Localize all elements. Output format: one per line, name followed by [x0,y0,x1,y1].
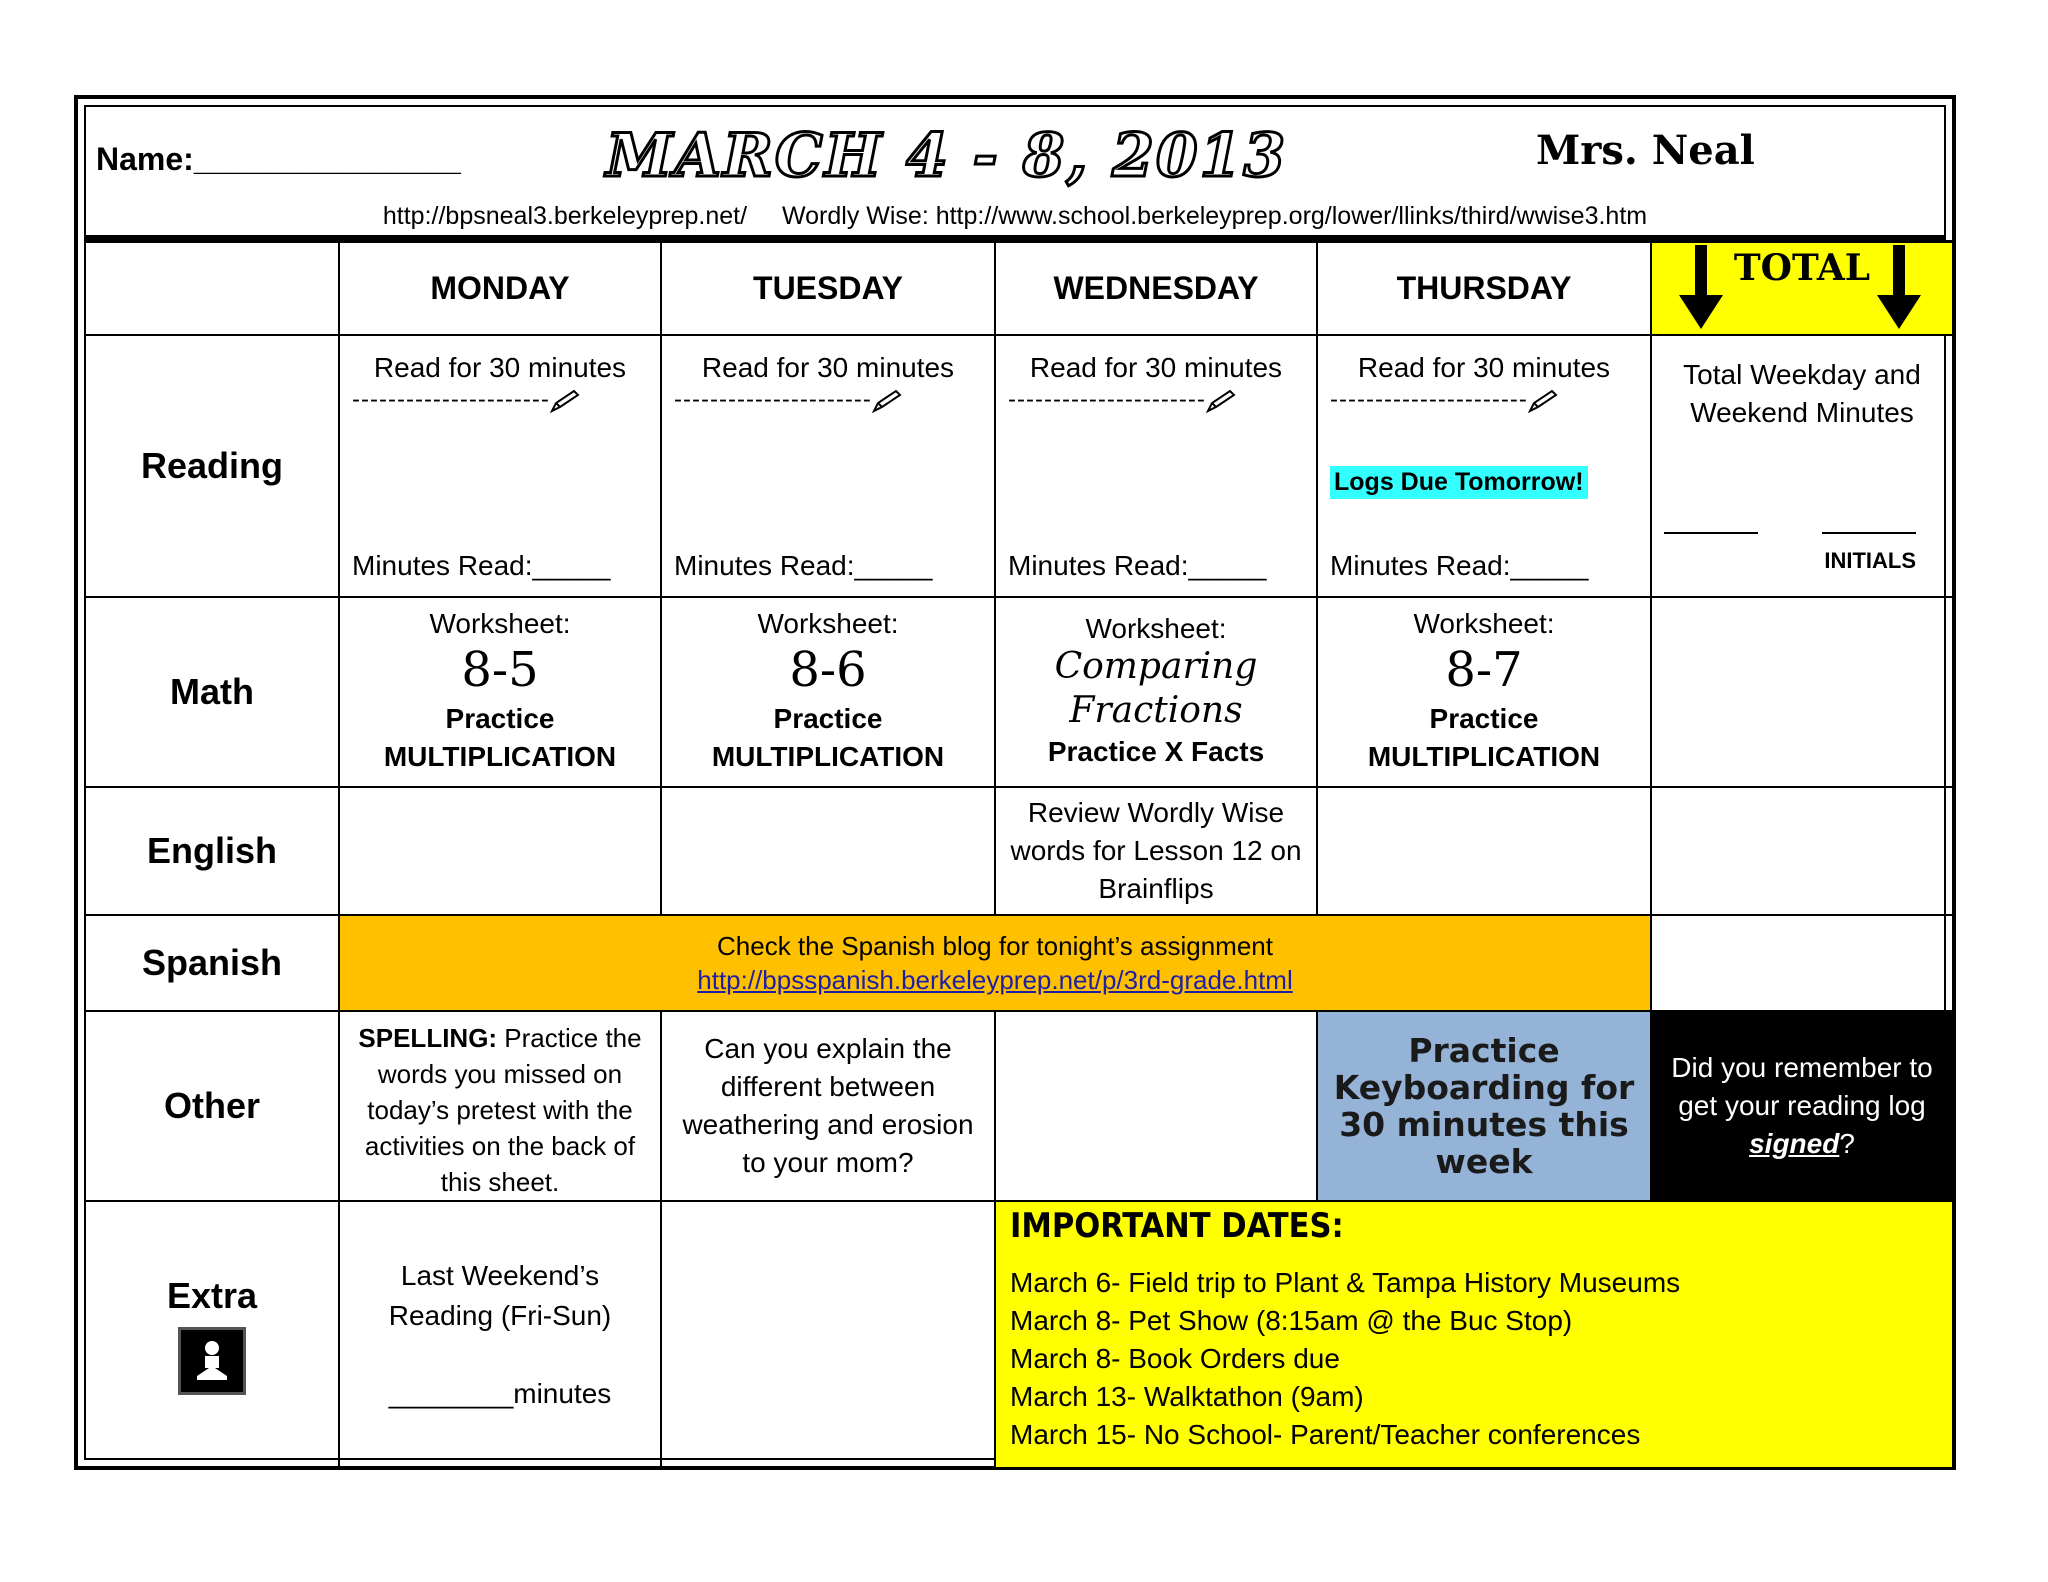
reading-dashes: ---------------------- [352,386,580,414]
date-item: March 8- Book Orders due [1010,1343,1340,1374]
weekend-minutes-field[interactable]: ________minutes [388,1378,612,1409]
reading-total [1652,336,1952,598]
initials-blank[interactable] [1822,532,1916,534]
reading-monday [340,336,662,598]
spanish-total [1652,916,1952,1012]
keyboarding-reminder: Practice Keyboarding for 30 minutes this week [1318,1012,1652,1202]
subject-english: English [86,788,340,916]
date-item: March 8- Pet Show (8:15am @ the Buc Stop) [1010,1305,1573,1336]
reading-task: Read for 30 minutes [1029,352,1283,383]
math-tuesday [662,598,996,788]
worksheet-label: Worksheet: [429,608,571,639]
reading-child-icon [178,1327,246,1395]
worksheet-label: Worksheet: [757,608,899,639]
worksheet-label: Worksheet: [1413,608,1555,639]
date-item: March 15- No School- Parent/Teacher conferences [1010,1419,1641,1450]
weekend-reading-label: Last Weekend’s [400,1260,600,1291]
day-header-wednesday: WEDNESDAY [996,243,1318,336]
math-thursday [1318,598,1652,788]
extra-tuesday [662,1202,996,1467]
worksheet-number: 8-7 [1445,642,1523,698]
weekend-reading-range: Reading (Fri-Sun) [388,1300,612,1331]
minutes-read-field[interactable]: Minutes Read:_____ [1008,550,1267,581]
date-item: March 6- Field trip to Plant & Tampa History Museums [1010,1267,1681,1298]
logs-due-notice: Logs Due Tomorrow! [1330,466,1588,499]
corner-cell [86,243,340,336]
english-monday [340,788,662,916]
reading-task: Read for 30 minutes [701,352,955,383]
week-title: MARCH 4 - 8, 2013 [606,121,1288,191]
english-thursday [1318,788,1652,916]
reading-dashes: ---------------------- [1330,386,1558,414]
english-tuesday [662,788,996,916]
extra-monday [340,1202,662,1467]
other-monday [340,1012,662,1202]
day-header-monday: MONDAY [340,243,662,336]
spanish-assignment [340,916,1652,1012]
day-header-tuesday: TUESDAY [662,243,996,336]
worksheet-number: 8-6 [789,642,867,698]
links-row [86,202,1944,231]
worksheet-title: Comparing [1054,646,1258,687]
math-wednesday [996,598,1318,788]
math-monday [340,598,662,788]
class-url-link[interactable]: http://bpsneal3.berkeleyprep.net/ [382,202,748,230]
worksheet-title: Fractions [1069,690,1243,731]
sheet-header [86,107,1944,240]
math-practice: Practice [1429,703,1539,734]
total-label: TOTAL [1733,247,1871,289]
other-tuesday: Can you explain the different between weathering and erosion to your mom? [662,1012,996,1202]
math-practice: Practice X Facts [1047,736,1265,767]
worksheet-number: 8-5 [461,642,539,698]
pencil-icon [550,389,580,413]
reading-wednesday [996,336,1318,598]
reading-task: Read for 30 minutes [1357,352,1611,383]
spelling-text: Practice the words you missed on today’s pretest with the activities on the back of this sheet. [364,1023,642,1197]
initials-label: INITIALS [1824,548,1916,573]
math-topic: MULTIPLICATION [1367,741,1601,772]
math-practice: Practice [773,703,883,734]
pencil-icon [1206,389,1236,413]
homework-grid [86,240,1952,1466]
reading-dashes: ---------------------- [1008,386,1236,414]
name-field[interactable]: Name:_______________ [96,141,461,177]
math-practice: Practice [445,703,555,734]
subject-other: Other [86,1012,340,1202]
important-dates-heading: IMPORTANT DATES: [1010,1206,1344,1246]
date-item: March 13- Walktathon (9am) [1010,1381,1364,1412]
subject-spanish: Spanish [86,916,340,1012]
day-header-thursday: THURSDAY [1318,243,1652,336]
wordly-wise-link[interactable]: Wordly Wise: http://www.school.berkeleyprep.org/lower/llinks/third/wwise3.htm [781,202,1648,230]
reading-thursday [1318,336,1652,598]
teacher-name: Mrs. Neal [1536,127,1755,174]
important-dates [996,1202,1952,1467]
spanish-text: Check the Spanish blog for tonight’s assignment [717,931,1273,961]
total-minutes-blank[interactable] [1664,532,1758,534]
spelling-label: SPELLING: [358,1023,498,1053]
total-header [1652,243,1952,336]
math-topic: MULTIPLICATION [711,741,945,772]
other-wednesday [996,1012,1318,1202]
subject-extra-label: Extra [166,1274,258,1316]
sheet-inner-border [84,105,1946,1460]
reading-tuesday [662,336,996,598]
subject-math: Math [86,598,340,788]
minutes-read-field[interactable]: Minutes Read:_____ [352,550,611,581]
minutes-read-field[interactable]: Minutes Read:_____ [674,550,933,581]
spanish-blog-link[interactable]: http://bpsspanish.berkeleyprep.net/p/3rd-grade.html [697,965,1293,995]
reading-dashes: ---------------------- [674,386,902,414]
down-arrow-icon [1874,245,1924,331]
subject-reading: Reading [86,336,340,598]
math-topic: MULTIPLICATION [383,741,617,772]
reading-log-reminder: Did you remember to get your reading log signed? [1652,1012,1952,1202]
math-total [1652,598,1952,788]
worksheet-label: Worksheet: [1085,613,1227,644]
homework-sheet [74,95,1956,1470]
reading-task: Read for 30 minutes [373,352,627,383]
total-minutes-text: Total Weekday and Weekend Minutes [1683,359,1921,428]
english-total [1652,788,1952,916]
pencil-icon [1528,389,1558,413]
english-wednesday: Review Wordly Wise words for Lesson 12 on Brainflips [996,788,1318,916]
pencil-icon [872,389,902,413]
signed-emphasis: signed [1749,1128,1840,1159]
subject-extra [86,1202,340,1467]
minutes-read-field[interactable]: Minutes Read:_____ [1330,550,1589,581]
